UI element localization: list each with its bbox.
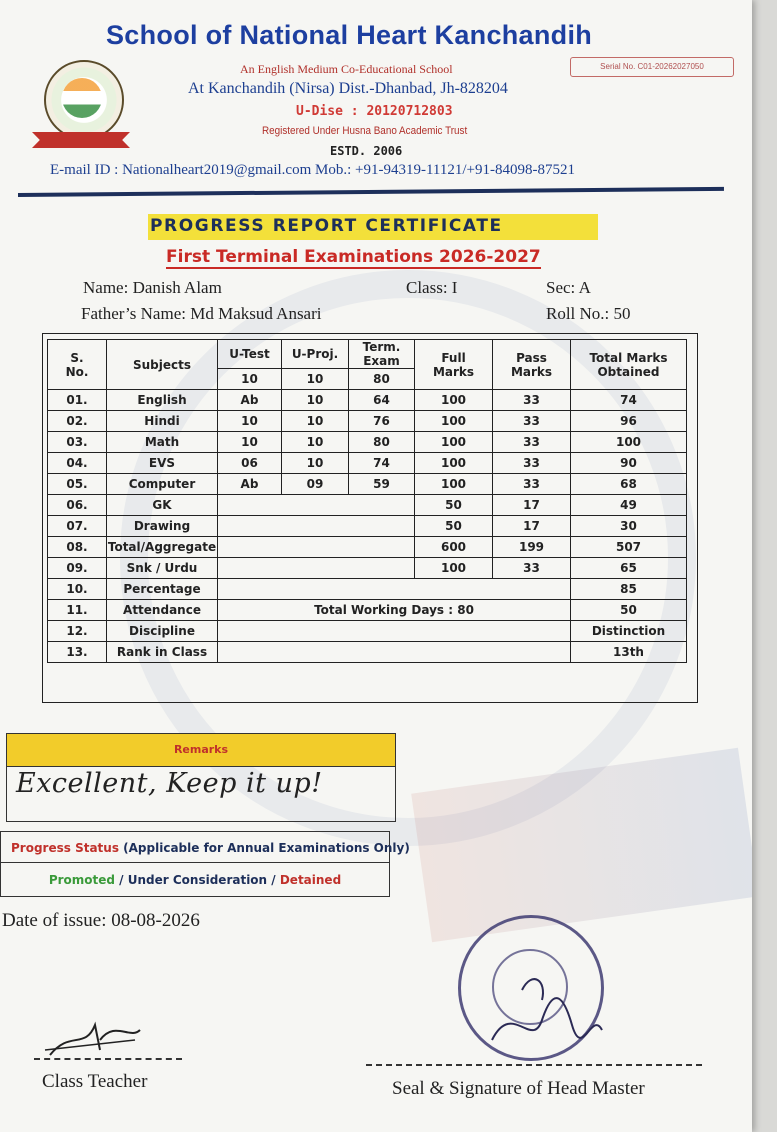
cell-pass: 33 [493, 432, 571, 453]
cell-sno: 05. [48, 474, 107, 495]
max-uproj: 10 [282, 369, 349, 390]
cell-sno: 08. [48, 537, 107, 558]
cell-full: 100 [415, 453, 493, 474]
progress-status-options [0, 863, 390, 897]
cell-sno: 07. [48, 516, 107, 537]
table-row [48, 453, 687, 474]
certificate-title: PROGRESS REPORT CERTIFICATE [150, 216, 503, 236]
cell-term: 80 [349, 432, 415, 453]
cell-subject: Attendance [107, 600, 218, 621]
school-name: School of National Heart Kanchandih [106, 20, 593, 50]
progress-status-label: Progress Status [11, 841, 119, 855]
percentage-row [48, 579, 687, 600]
cell-pass: 33 [493, 390, 571, 411]
cell-full: 100 [415, 432, 493, 453]
status-promoted: Promoted [48, 873, 115, 887]
header-utest: U-Test [218, 340, 282, 369]
progress-status-header [0, 831, 410, 863]
cell-term: 74 [349, 453, 415, 474]
cell-utest: Ab [218, 390, 282, 411]
cell-full: 100 [415, 411, 493, 432]
cell-empty [218, 642, 571, 663]
attendance-value: 50 [571, 600, 687, 621]
cell-uproj: 10 [282, 411, 349, 432]
header-term: Term. Exam [349, 340, 415, 369]
header-sno: S. No. [48, 340, 107, 390]
cell-sno: 09. [48, 558, 107, 579]
class-teacher-label: Class Teacher [42, 1071, 148, 1092]
cell-full: 50 [415, 516, 493, 537]
cell-utest: 06 [218, 453, 282, 474]
cell-sno: 12. [48, 621, 107, 642]
header-full-marks: Full Marks [415, 340, 493, 390]
cell-subject: Total/Aggregate [107, 537, 218, 558]
cell-sno: 10. [48, 579, 107, 600]
contact-line: E-mail ID : Nationalheart2019@gmail.com Mob.: +91-94319-11121/+91-84098-87521 [50, 162, 575, 178]
cell-term: 76 [349, 411, 415, 432]
cell-term: 64 [349, 390, 415, 411]
status-under-consideration: Under Consideration [127, 873, 268, 887]
discipline-row [48, 621, 687, 642]
cell-full: 600 [415, 537, 493, 558]
cell-uproj: 10 [282, 453, 349, 474]
cell-full: 100 [415, 474, 493, 495]
cell-pass: 17 [493, 516, 571, 537]
cell-subject: English [107, 390, 218, 411]
cell-pass: 33 [493, 474, 571, 495]
cell-sno: 01. [48, 390, 107, 411]
cell-subject: Discipline [107, 621, 218, 642]
max-term: 80 [349, 369, 415, 390]
cell-subject: GK [107, 495, 218, 516]
cell-pass: 17 [493, 495, 571, 516]
cell-term: 59 [349, 474, 415, 495]
cell-total: 100 [571, 432, 687, 453]
status-separator: / [115, 873, 128, 887]
established-year: ESTD. 2006 [330, 144, 403, 158]
cell-pass: 199 [493, 537, 571, 558]
date-of-issue: Date of issue: 08-08-2026 [2, 910, 200, 931]
cell-sno: 06. [48, 495, 107, 516]
status-detained: Detained [279, 873, 342, 887]
cell-total: 68 [571, 474, 687, 495]
table-row [48, 432, 687, 453]
roll-number: Roll No.: 50 [546, 304, 631, 323]
table-row [48, 516, 687, 537]
cell-uproj: 10 [282, 390, 349, 411]
remarks-text: Excellent, Keep it up! [16, 768, 323, 799]
cell-total: 49 [571, 495, 687, 516]
working-days-note: Total Working Days : 80 [218, 600, 571, 621]
table-row [48, 390, 687, 411]
cell-subject: Rank in Class [107, 642, 218, 663]
school-tagline: An English Medium Co-Educational School [240, 62, 453, 76]
cell-sno: 04. [48, 453, 107, 474]
cell-utest: Ab [218, 474, 282, 495]
cell-empty [218, 537, 415, 558]
cell-subject: Percentage [107, 579, 218, 600]
header-uproj: U-Proj. [282, 340, 349, 369]
cell-empty [218, 495, 415, 516]
max-utest: 10 [218, 369, 282, 390]
cell-empty [218, 558, 415, 579]
student-class: Class: I [406, 278, 458, 297]
rank-row [48, 642, 687, 663]
cell-pass: 33 [493, 558, 571, 579]
cell-empty [218, 579, 571, 600]
class-teacher-signature [40, 1010, 150, 1060]
header-total-obtained: Total Marks Obtained [571, 340, 687, 390]
cell-empty [218, 621, 571, 642]
logo-ribbon [32, 132, 130, 148]
cell-full: 50 [415, 495, 493, 516]
cell-total: 74 [571, 390, 687, 411]
cell-empty [218, 516, 415, 537]
cell-utest: 10 [218, 411, 282, 432]
header-divider [18, 187, 724, 197]
percentage-value: 85 [571, 579, 687, 600]
remarks-heading: Remarks [6, 733, 396, 767]
attendance-row [48, 600, 687, 621]
progress-status-note: (Applicable for Annual Examinations Only) [123, 841, 410, 855]
discipline-value: Distinction [571, 621, 687, 642]
table-row [48, 495, 687, 516]
cell-full: 100 [415, 390, 493, 411]
registration-note: Registered Under Husna Bano Academic Trust [262, 125, 468, 137]
cell-subject: EVS [107, 453, 218, 474]
cell-total: 90 [571, 453, 687, 474]
head-master-label: Seal & Signature of Head Master [392, 1078, 645, 1099]
exam-title: First Terminal Examinations 2026-2027 [166, 247, 541, 267]
cell-subject: Drawing [107, 516, 218, 537]
cell-uproj: 09 [282, 474, 349, 495]
table-row [48, 558, 687, 579]
student-name: Name: Danish Alam [83, 278, 222, 297]
header-pass-marks: Pass Marks [493, 340, 571, 390]
cell-total: 96 [571, 411, 687, 432]
table-row [48, 411, 687, 432]
table-header-row [48, 340, 687, 369]
student-section: Sec: A [546, 278, 591, 297]
cell-sno: 02. [48, 411, 107, 432]
cell-pass: 33 [493, 411, 571, 432]
udise-code: U-Dise : 20120712803 [296, 104, 453, 119]
school-address: At Kanchandih (Nirsa) Dist.-Dhanbad, Jh-828204 [188, 80, 508, 97]
head-master-line [366, 1064, 702, 1066]
cell-utest: 10 [218, 432, 282, 453]
class-teacher-line [34, 1058, 182, 1060]
table-row [48, 474, 687, 495]
cell-sno: 13. [48, 642, 107, 663]
father-name: Father’s Name: Md Maksud Ansari [81, 304, 322, 323]
cell-total: 30 [571, 516, 687, 537]
table-row [48, 537, 687, 558]
cell-subject: Math [107, 432, 218, 453]
cell-subject: Computer [107, 474, 218, 495]
serial-number: Serial No. C01-20262027050 [570, 57, 734, 77]
cell-uproj: 10 [282, 432, 349, 453]
cell-total: 507 [571, 537, 687, 558]
header-subjects: Subjects [107, 340, 218, 390]
cell-subject: Snk / Urdu [107, 558, 218, 579]
marks-table [47, 339, 687, 663]
cell-pass: 33 [493, 453, 571, 474]
status-separator: / [267, 873, 280, 887]
cell-sno: 03. [48, 432, 107, 453]
head-master-signature [462, 930, 612, 1060]
cell-total: 65 [571, 558, 687, 579]
cell-full: 100 [415, 558, 493, 579]
cell-subject: Hindi [107, 411, 218, 432]
cell-sno: 11. [48, 600, 107, 621]
rank-value: 13th [571, 642, 687, 663]
logo-emblem-icon [62, 78, 102, 118]
